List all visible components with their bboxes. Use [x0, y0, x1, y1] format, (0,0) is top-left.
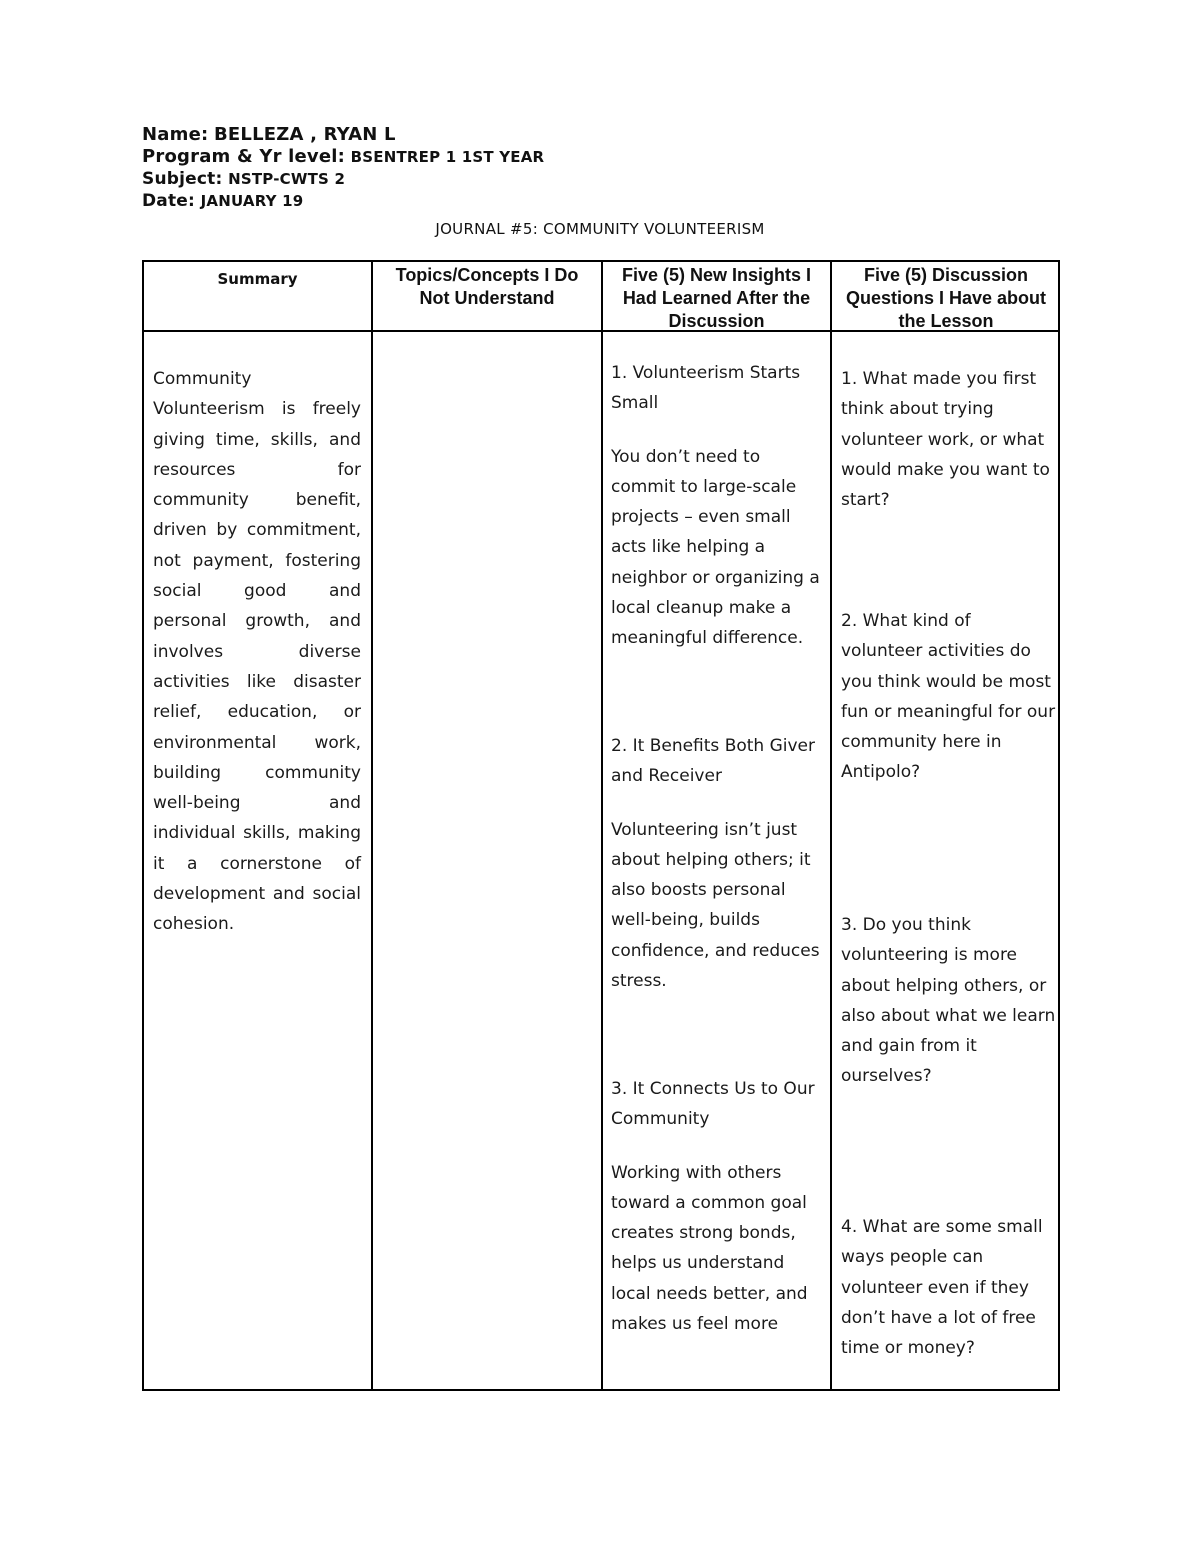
subject-value: NSTP-CWTS 2: [228, 170, 346, 188]
date-value: JANUARY 19: [200, 192, 304, 210]
insight-item: [611, 1074, 826, 1339]
insight-title: 1. Volunteerism Starts Small: [611, 363, 801, 414]
program-line: [142, 146, 842, 168]
subject-label: Subject:: [142, 169, 223, 189]
header-questions: Five (5) Discussion Questions I Have about the Lesson: [845, 265, 1047, 331]
question-item: 1. What made you first think about trying volunteer work, or what would make you want to start?: [841, 369, 1050, 511]
insight-body: Working with others toward a common goal creates strong bonds, helps us understand local needs better, and makes us feel more: [611, 1162, 808, 1335]
column-divider: [601, 262, 603, 1389]
header-insights: Five (5) New Insights I Had Learned After the Discussion: [621, 265, 812, 331]
journal-table: [142, 260, 1060, 1391]
header-summary: Summary: [217, 270, 298, 288]
name-value: BELLEZA , RYAN L: [213, 124, 396, 145]
question-item: 2. What kind of volunteer activities do you think would be most fun or meaningful for our community here in Antipolo?: [841, 611, 1056, 783]
insight-item: [611, 731, 826, 996]
insight-title: 2. It Benefits Both Giver and Receiver: [611, 736, 816, 787]
insight-title: 3. It Connects Us to Our Community: [611, 1079, 815, 1130]
name-line: [142, 124, 842, 146]
column-divider: [830, 262, 832, 1389]
insight-body: You don’t need to commit to large-scale projects – even small acts like helping a neighbor or organizing a local cleanup make a meaningful difference.: [611, 446, 820, 649]
name-label: Name:: [142, 124, 209, 145]
question-item: 3. Do you think volunteering is more about helping others, or also about what we learn and gain from it ourselves?: [841, 915, 1056, 1087]
column-divider: [371, 262, 373, 1389]
date-label: Date:: [142, 191, 196, 211]
program-label: Program & Yr level:: [142, 146, 345, 167]
date-line: [142, 190, 842, 212]
program-value: BSENTREP 1 1ST YEAR: [350, 148, 545, 166]
insight-item: [611, 358, 826, 654]
insight-body: Volunteering isn’t just about helping others; it also boosts personal well-being, builds confidence, and reduces stress.: [611, 819, 820, 992]
header-topics: Topics/Concepts I Do Not Understand: [395, 265, 579, 308]
journal-title: JOURNAL #5: COMMUNITY VOLUNTEERISM: [435, 220, 765, 238]
question-item: 4. What are some small ways people can volunteer even if they don’t have a lot of free time or money?: [841, 1217, 1043, 1359]
document-header: [142, 124, 842, 212]
summary-text: Community Volunteerism is freely giving time, skills, and resources for community benefit, driven by commitment, not payment, fostering social good and personal growth, and involves diverse activities like disaster relief, education, or environmental work, building community well-being and individual skills, making it a cornerstone of development and social cohesion.: [153, 369, 361, 935]
subject-line: [142, 168, 842, 190]
